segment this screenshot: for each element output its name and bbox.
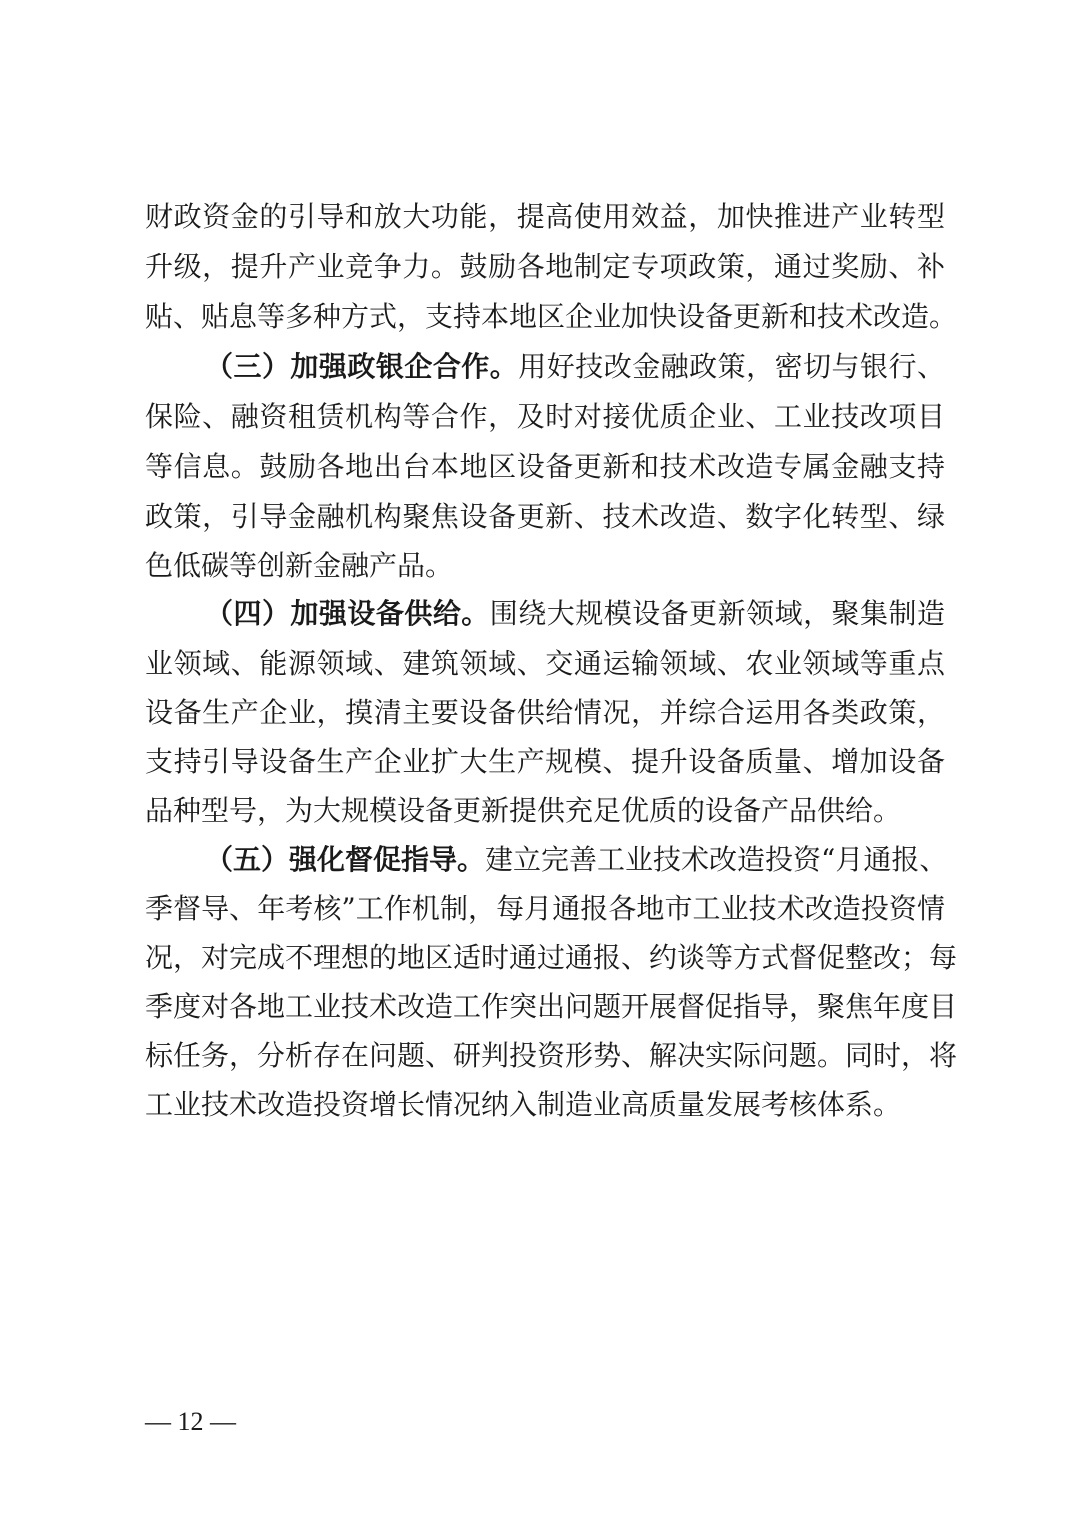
section-4-line-3: 设备生产企业，摸清主要设备供给情况，并综合运用各类政策， <box>145 696 945 729</box>
section-5-line-6: 工业技术改造投资增长情况纳入制造业高质量发展考核体系。 <box>145 1088 902 1121</box>
page-number: — 12 — <box>145 1407 236 1436</box>
section-3-line-2: 保险、融资租赁机构等合作，及时对接优质企业、工业技改项目 <box>145 400 945 433</box>
section-4-first-line <box>205 590 945 638</box>
section-3-line-4: 政策，引导金融机构聚焦设备更新、技术改造、数字化转型、绿 <box>145 500 945 533</box>
section-5-line-5: 标任务，分析存在问题、研判投资形势、解决实际问题。同时，将 <box>145 1039 958 1072</box>
intro-line-1: 财政资金的引导和放大功能，提高使用效益，加快推进产业转型 <box>145 200 945 233</box>
section-5-heading: （五）强化督促指导。 <box>205 843 486 876</box>
intro-line-3: 贴、贴息等多种方式，支持本地区企业加快设备更新和技术改造。 <box>145 300 958 333</box>
section-4-line-2: 业领域、能源领域、建筑领域、交通运输领域、农业领域等重点 <box>145 647 945 680</box>
section-3-first-line <box>205 343 945 391</box>
section-5-line-2: 季督导、年考核”工作机制，每月通报各地市工业技术改造投资情 <box>145 892 945 925</box>
intro-line-2: 升级，提升产业竞争力。鼓励各地制定专项政策，通过奖励、补 <box>145 250 945 283</box>
section-4-line-5: 品种型号，为大规模设备更新提供充足优质的设备产品供给。 <box>145 794 902 827</box>
section-5-first-line <box>205 836 948 884</box>
section-5-line-4: 季度对各地工业技术改造工作突出问题开展督促指导，聚焦年度目 <box>145 990 958 1023</box>
section-4-first-line-text: 围绕大规模设备更新领域，聚集制造 <box>489 597 945 630</box>
section-4-line-4: 支持引导设备生产企业扩大生产规模、提升设备质量、增加设备 <box>145 745 945 778</box>
section-3-heading: （三）加强政银企合作。 <box>205 350 519 383</box>
section-3-first-line-text: 用好技改金融政策，密切与银行、 <box>518 350 945 383</box>
section-5-line-3: 况，对完成不理想的地区适时通过通报、约谈等方式督促整改；每 <box>145 941 958 974</box>
section-5-first-line-text: 建立完善工业技术改造投资“月通报、 <box>485 843 948 876</box>
section-3-line-3: 等信息。鼓励各地出台本地区设备更新和技术改造专属金融支持 <box>145 450 945 483</box>
section-3-line-5: 色低碳等创新金融产品。 <box>145 549 454 582</box>
section-4-heading: （四）加强设备供给。 <box>205 597 490 630</box>
